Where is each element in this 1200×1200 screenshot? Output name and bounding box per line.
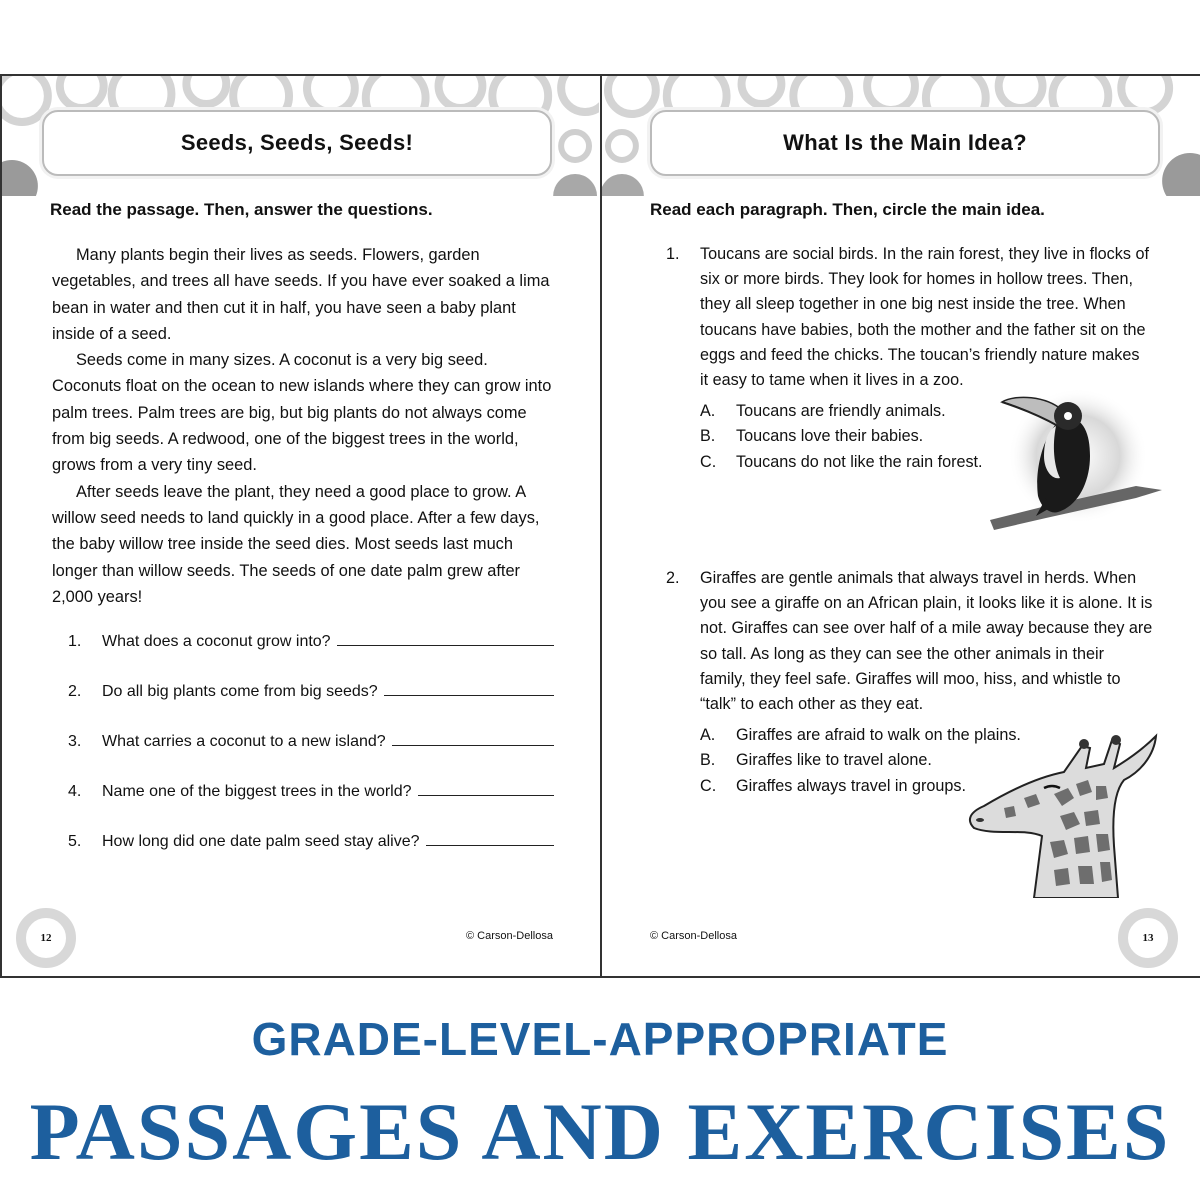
page-title: What Is the Main Idea? xyxy=(650,110,1160,176)
question-text: What does a coconut grow into? xyxy=(102,633,331,650)
question-number: 5. xyxy=(68,833,82,850)
question-row xyxy=(68,682,554,701)
option-text: Giraffes like to travel alone. xyxy=(736,751,932,770)
left-page xyxy=(0,76,599,976)
answer-line[interactable] xyxy=(418,782,554,796)
page-number: 12 xyxy=(16,908,76,968)
copyright: © Carson-Dellosa xyxy=(466,930,553,942)
option-text: Toucans do not like the rain forest. xyxy=(736,452,983,471)
option-letter: B. xyxy=(700,427,716,446)
item-paragraph: Giraffes are gentle animals that always travel in herds. When you see a giraffe on an African plain, it looks like it is alone. It is not. Giraffes can see over half of a mile away because they are so tall. As long as they can see the other animals in their family, they feel safe. Giraffes will moo, hiss, and whistle to “talk” to each other as they eat. xyxy=(700,569,1153,714)
question-row xyxy=(68,732,554,751)
item-paragraph: Toucans are social birds. In the rain forest, they live in flocks of six or more birds. They look for homes in hollow trees. Then, they all sleep together in one big nest inside the tree. When toucans have babies, both the mother and the father sit on the eggs and feed the chicks. The toucan’s friendly nature makes it easy to tame when it lives in a zoo. xyxy=(700,245,1149,390)
passage-paragraph: Many plants begin their lives as seeds. Flowers, garden vegetables, and trees all have seeds. If you have ever soaked a lima bean in water and then cut it in half, you have seen a baby plant inside of a seed. xyxy=(52,246,550,343)
page-title: Seeds, Seeds, Seeds! xyxy=(42,110,552,176)
option-letter: B. xyxy=(700,751,716,770)
page-number: 13 xyxy=(1118,908,1178,968)
item-number: 2. xyxy=(666,569,680,587)
headline-line-2: PASSAGES AND EXERCISES xyxy=(29,1086,1171,1177)
reading-passage xyxy=(52,242,552,610)
question-text: How long did one date palm seed stay alive? xyxy=(102,833,420,850)
question-row xyxy=(68,632,554,651)
copyright: © Carson-Dellosa xyxy=(650,930,737,942)
question-text: Name one of the biggest trees in the world? xyxy=(102,783,412,800)
question-number: 1. xyxy=(68,633,82,650)
workbook-spread xyxy=(0,74,1200,978)
option-text: Giraffes are afraid to walk on the plains. xyxy=(736,726,1021,745)
item-number: 1. xyxy=(666,245,680,263)
question-row xyxy=(68,832,554,851)
option-letter: A. xyxy=(700,726,716,745)
headline-line-1: GRADE-LEVEL-APPROPRIATE xyxy=(251,1013,949,1065)
answer-line[interactable] xyxy=(384,682,554,696)
answer-line[interactable] xyxy=(337,632,554,646)
option-text: Giraffes always travel in groups. xyxy=(736,776,967,795)
question-number: 4. xyxy=(68,783,82,800)
question-text: What carries a coconut to a new island? xyxy=(102,733,386,750)
question-text: Do all big plants come from big seeds? xyxy=(102,683,378,700)
option-text: Toucans love their babies. xyxy=(736,427,924,446)
option-text: Toucans are friendly animals. xyxy=(736,402,946,421)
passage-paragraph: After seeds leave the plant, they need a good place to grow. A willow seed needs to land quickly in a good place. After a few days, the baby willow tree inside the seed dies. Most seeds last much longer than willow seeds. The seeds of one date palm grew after 2,000 years! xyxy=(52,482,540,606)
option-letter: A. xyxy=(700,402,716,421)
passage-paragraph: Seeds come in many sizes. A coconut is a very big seed. Coconuts float on the ocean to new islands where they can grow into palm trees. Palm trees are big, but big plants do not always come from big seeds. A redwood, one of the biggest trees in the world, grows from a very tiny seed. xyxy=(52,351,552,475)
option-letter: C. xyxy=(700,776,717,795)
option-letter: C. xyxy=(700,452,717,471)
question-number: 2. xyxy=(68,683,82,700)
directions: Read each paragraph. Then, circle the main idea. xyxy=(650,200,1045,219)
answer-line[interactable] xyxy=(392,732,554,746)
toucan-illustration xyxy=(986,386,1162,536)
right-page xyxy=(600,76,1200,976)
question-row xyxy=(68,782,554,801)
giraffe-illustration xyxy=(964,716,1160,898)
answer-line[interactable] xyxy=(426,832,554,846)
question-number: 3. xyxy=(68,733,82,750)
directions: Read the passage. Then, answer the questions. xyxy=(50,200,433,219)
